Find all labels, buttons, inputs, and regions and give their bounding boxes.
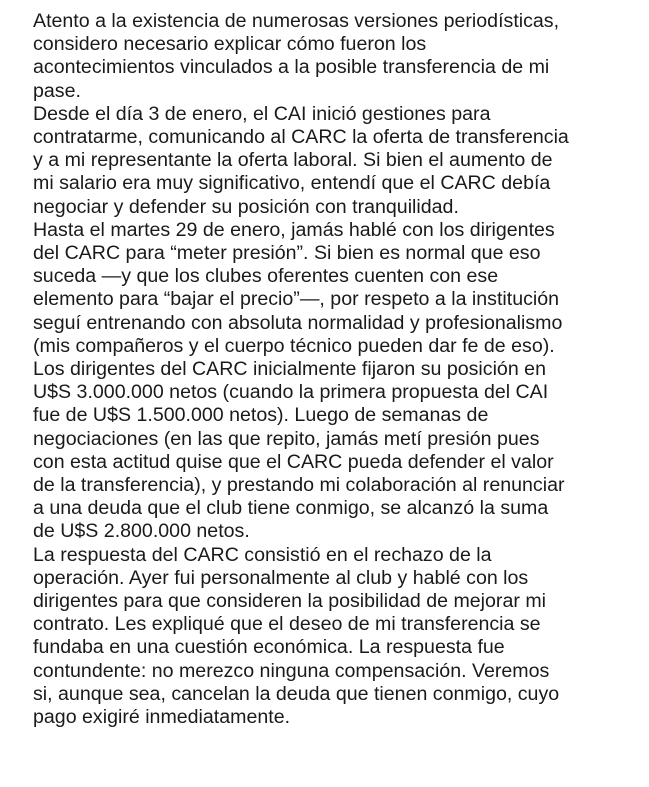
text-line: si, aunque sea, cancelan la deuda que tienen conmigo, cuyo [33,682,560,705]
text-line: pago exigiré inmediatamente. [33,706,291,729]
text-line: contundente: no merezco ninguna compensación. Veremos [33,659,550,682]
text-line: Desde el día 3 de enero, el CAI inició gestiones para [33,102,491,125]
text-line: Atento a la existencia de numerosas versiones periodísticas, [33,10,560,32]
text-line: contratarme, comunicando al CARC la oferta de transferencia [33,126,569,149]
text-line: operación. Ayer fui personalmente al club y hablé con los [33,566,529,589]
text-line: (mis compañeros y el cuerpo técnico pueden dar fe de eso). [33,334,555,357]
text-line: de U$S 2.800.000 netos. [33,520,250,543]
text-line: fundaba en una cuestión económica. La respuesta fue [33,636,505,659]
text-line: elemento para “bajar el precio”—, por respeto a la institución [33,288,560,311]
text-line: Hasta el martes 29 de enero, jamás hablé con los dirigentes [33,218,555,241]
text-line: negociar y defender su posición con tranquilidad. [33,195,459,218]
text-line: suceda —y que los clubes oferentes cuenten con ese [33,265,499,288]
text-line: La respuesta del CARC consistió en el rechazo de la [33,543,492,566]
text-line: negociaciones (en las que repito, jamás metí presión pues [33,427,540,450]
text-line: pase. [33,79,81,102]
text-line: seguí entrenando con absoluta normalidad y profesionalismo [33,311,563,334]
text-line: contrato. Les expliqué que el deseo de mi transferencia se [33,613,541,636]
text-line: acontecimientos vinculados a la posible transferencia de mi [33,56,550,79]
statement-text [33,10,633,729]
text-line: considero necesario explicar cómo fueron los [33,33,427,56]
text-line: y a mi representante la oferta laboral. Si bien el aumento de [33,149,553,172]
text-line: U$S 3.000.000 netos (cuando la primera propuesta del CAI [33,381,549,404]
text-line: con esta actitud quise que el CARC pueda defender el valor [33,450,554,473]
text-line: dirigentes para que consideren la posibilidad de mejorar mi [33,590,546,613]
text-line: a una deuda que el club tiene conmigo, se alcanzó la suma [33,497,549,520]
text-line: de la transferencia), y prestando mi colaboración al renunciar [33,474,565,497]
text-line: Los dirigentes del CARC inicialmente fijaron su posición en [33,358,546,381]
text-line: fue de U$S 1.500.000 netos). Luego de semanas de [33,404,489,427]
text-line: del CARC para “meter presión”. Si bien es normal que eso [33,242,541,265]
text-line: mi salario era muy significativo, entendí que el CARC debía [33,172,551,195]
